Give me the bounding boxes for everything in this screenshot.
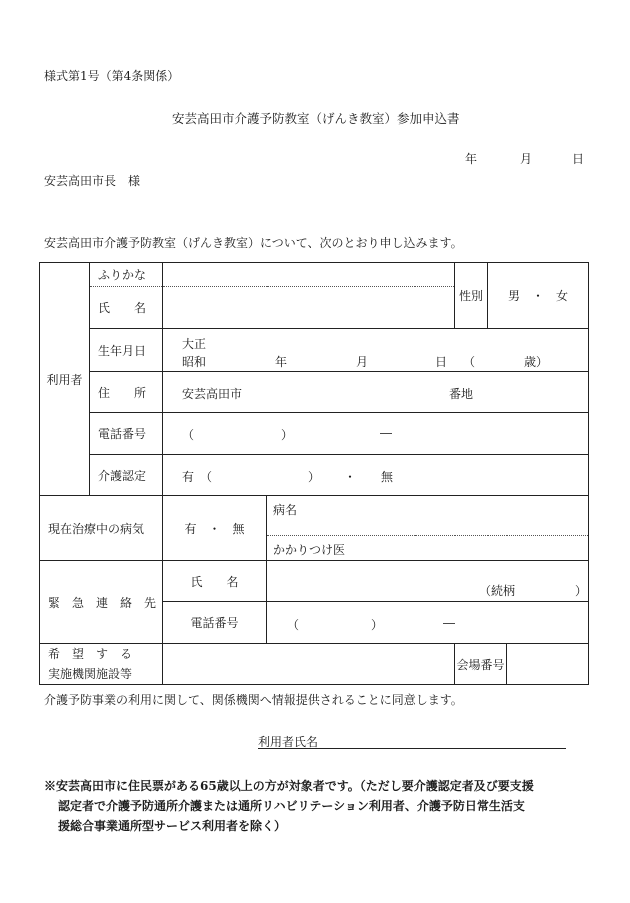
name-label: 氏 名 bbox=[90, 287, 163, 329]
eligibility-note: ※安芸高田市に住民票がある65歳以上の方が対象者です。（ただし要介護認定者及び要支援 認定者で介護予防通所介護または通所リハビリテーション利用者、介護予防日常生活支 援総合事業通所型サービス利用者を除く） bbox=[44, 779, 534, 833]
care-dot: ・ bbox=[344, 470, 357, 484]
address-field[interactable] bbox=[163, 372, 589, 413]
phone-dash: ― bbox=[380, 426, 392, 440]
illness-label: 現在治療中の病気 bbox=[40, 496, 163, 561]
venue-number-field[interactable] bbox=[507, 644, 589, 685]
emergency-phone-close: ） bbox=[371, 618, 384, 632]
application-form-table bbox=[39, 262, 589, 685]
emergency-phone-field[interactable] bbox=[267, 602, 589, 644]
phone-label: 電話番号 bbox=[90, 413, 163, 455]
form-number: 様式第1号（第4条関係） bbox=[44, 69, 180, 83]
illness-yes-no[interactable]: 有 ・ 無 bbox=[163, 496, 267, 561]
emergency-phone-label: 電話番号 bbox=[163, 602, 267, 644]
venue-number-label: 会場番号 bbox=[455, 644, 507, 685]
address-city: 安芸高田市 bbox=[182, 387, 243, 401]
emergency-phone-open: （ bbox=[287, 618, 300, 632]
disease-name-field[interactable] bbox=[267, 496, 589, 536]
family-doctor-label: かかりつけ医 bbox=[273, 543, 346, 557]
care-cert-field[interactable] bbox=[163, 455, 589, 496]
facility-field[interactable] bbox=[163, 644, 455, 685]
birth-month-label: 月 bbox=[356, 355, 369, 369]
emergency-phone-dash: ― bbox=[443, 616, 455, 630]
emergency-name-label: 氏 名 bbox=[163, 561, 267, 602]
signature-line[interactable] bbox=[258, 748, 566, 749]
care-yes: 有 （ bbox=[182, 470, 213, 484]
gender-field[interactable]: 男 ・ 女 bbox=[488, 263, 589, 329]
phone-field[interactable] bbox=[163, 413, 589, 455]
phone-open: （ bbox=[182, 428, 195, 442]
care-no: 無 bbox=[381, 470, 394, 484]
era-showa: 昭和 bbox=[182, 355, 207, 369]
furigana-field[interactable] bbox=[163, 263, 455, 287]
emergency-relation: （続柄 ） bbox=[479, 584, 588, 598]
emergency-contact-label: 緊 急 連 絡 先 bbox=[40, 561, 163, 644]
furigana-label: ふりかな bbox=[90, 263, 163, 287]
address-banchi: 番地 bbox=[449, 387, 474, 401]
birthdate-field[interactable] bbox=[163, 329, 589, 372]
disease-name-label: 病名 bbox=[273, 503, 298, 517]
family-doctor-field[interactable] bbox=[267, 536, 589, 561]
gender-label: 性別 bbox=[455, 263, 488, 329]
date-day-label: 日 bbox=[572, 152, 585, 166]
facility-label: 希 望 す る 実施機関施設等 bbox=[40, 644, 163, 685]
age-open: （ bbox=[463, 355, 476, 369]
emergency-name-field[interactable] bbox=[267, 561, 589, 602]
consent-text: 介護予防事業の利用に関して、関係機関へ情報提供されることに同意します。 bbox=[44, 693, 463, 707]
intro-text: 安芸高田市介護予防教室（げんき教室）について、次のとおり申し込みます。 bbox=[44, 236, 463, 250]
form-title: 安芸高田市介護予防教室（げんき教室）参加申込書 bbox=[172, 111, 460, 126]
name-field[interactable] bbox=[163, 287, 455, 329]
age-close: 歳） bbox=[524, 355, 549, 369]
era-taisho: 大正 bbox=[182, 337, 207, 351]
birth-year-label: 年 bbox=[275, 355, 288, 369]
care-cert-label: 介護認定 bbox=[90, 455, 163, 496]
phone-close: ） bbox=[281, 428, 294, 442]
addressee: 安芸高田市長 様 bbox=[44, 174, 141, 188]
user-group-label: 利用者 bbox=[40, 263, 90, 496]
date-year-label: 年 bbox=[465, 152, 478, 166]
birth-day-label: 日 bbox=[435, 355, 448, 369]
address-label: 住 所 bbox=[90, 372, 163, 413]
date-month-label: 月 bbox=[520, 152, 533, 166]
care-close: ） bbox=[308, 470, 321, 484]
signature-label: 利用者氏名 bbox=[258, 735, 319, 749]
birthdate-label: 生年月日 bbox=[90, 329, 163, 372]
